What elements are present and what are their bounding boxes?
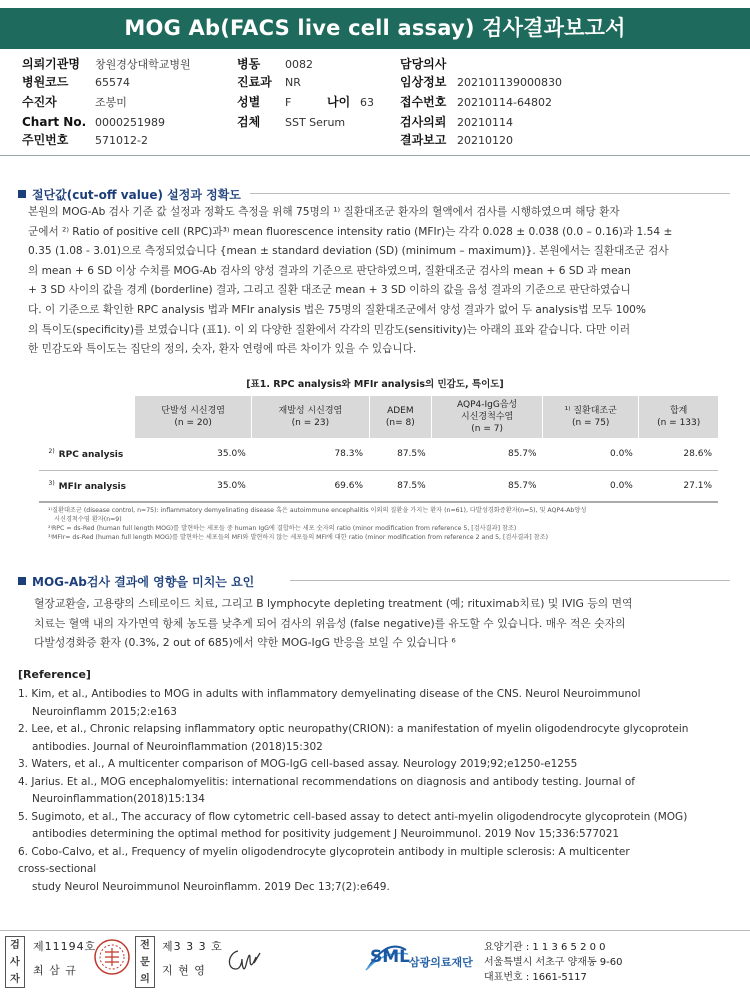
department-value: NR xyxy=(285,76,301,89)
hospital-code-value: 65574 xyxy=(95,76,130,89)
hospital-code-label: 병원코드 xyxy=(22,75,69,89)
section2-heading-text: MOG-Ab검사 결과에 영향을 미치는 요인 xyxy=(32,575,255,589)
section2-line: 혈장교환술, 고용량의 스테로이드 치료, 그리고 B lymphocyte depleting treatment (예; rituximab치료) 및 IVIG 등의 면역 xyxy=(34,597,633,610)
col-name: 합계 xyxy=(669,406,688,416)
examiner-name: 최 삼 규 xyxy=(33,964,77,977)
institution-label: 의뢰기관명 xyxy=(22,57,80,71)
table-cell: 28.6% xyxy=(639,438,718,470)
sensitivity-table xyxy=(38,396,718,503)
section2-line: 치료는 혈액 내의 자가면역 항체 농도를 낮추게 되어 검사의 위음성 (false negative)를 유도할 수 있습니다. 매우 적은 숫자의 xyxy=(34,616,626,630)
receipt-no-value: 20210114-64802 xyxy=(457,96,552,109)
doctor-label: 담당의사 xyxy=(400,57,447,71)
section2-paragraph xyxy=(34,594,724,653)
col-n: (n = 133) xyxy=(657,418,701,428)
table-cell: 0.0% xyxy=(543,470,639,502)
request-date-label: 검사의뢰 xyxy=(400,115,447,129)
reference-line: 5. Sugimoto, et al., The accuracy of flow cytometric cell-based assay to detect anti-myelin oligodendrocyte glycoprotein (MOG) xyxy=(18,810,688,823)
table-header-blank xyxy=(39,396,135,438)
section1-heading xyxy=(18,186,241,203)
section1-line: 본원의 MOG-Ab 검사 기준 값 설정과 정확도 측정을 위해 75명의 ¹⁾ 질환대조군 환자의 혈액에서 검사를 시행하였으며 해당 환자 xyxy=(28,206,620,218)
col-name: ADEM xyxy=(387,406,414,416)
col-name: 재발성 시신경염 xyxy=(278,406,343,416)
examinee-label: 수진자 xyxy=(22,95,57,109)
institution-value: 창원경상대학교병원 xyxy=(95,58,191,71)
section1-line: 다. 이 기준으로 확인한 RPC analysis 법과 MFIr analysis 법은 75명의 질환대조군에서 양성 결과가 없어 두 analysis법 모두 100% xyxy=(28,303,646,316)
table-header-cell xyxy=(369,396,432,438)
table-cell: 0.0% xyxy=(543,438,639,470)
col-n: (n = 20) xyxy=(174,418,212,428)
sex-value: F xyxy=(285,96,292,109)
report-title: MOG Ab(FACS live cell assay) 검사결과보고서 xyxy=(0,8,750,49)
table-header-cell xyxy=(252,396,369,438)
reference-list xyxy=(18,686,728,896)
lab-code: 요양기관 : 1 1 3 6 5 2 0 0 xyxy=(484,942,606,953)
row-footnote-mark: 3) xyxy=(48,479,55,487)
table-header-cell xyxy=(639,396,718,438)
reference-line: 2. Lee, et al., Chronic relapsing inflammatory optic neuropathy(CRION): a manifestation of myelin oligodendrocyte glycoprotein xyxy=(18,723,689,735)
section1-line: 0.35 (1.08 - 3.01)으로 측정되었습니다 {mean ± standard deviation (SD) (minimum – maximum)}. 본원에서는 질환대조군 검사 xyxy=(28,245,669,258)
lab-address: 서울특별시 서초구 양재동 9-60 xyxy=(484,957,623,968)
request-date-value: 20210114 xyxy=(457,116,513,129)
reference-heading: [Reference] xyxy=(18,668,91,681)
col-name: 단발성 시신경염 xyxy=(161,406,225,416)
col-name: AQP4-IgG음성 xyxy=(457,400,518,410)
table-header-cell xyxy=(543,396,639,438)
table-row xyxy=(39,438,719,470)
row-label: RPC analysis xyxy=(58,449,124,460)
lab-phone: 대표번호 : 1661-5117 xyxy=(484,972,587,983)
col-n: (n = 23) xyxy=(291,418,330,428)
ward-label: 병동 xyxy=(237,57,261,71)
clinical-info-label: 임상정보 xyxy=(400,75,447,89)
section1-line: 군에서 ²⁾ Ratio of positive cell (RPC)과³⁾ mean fluorescence intensity ratio (MFIr)는 각각 0.028 ± 0.038 (0.0 – 0.16)과 1.54 ± xyxy=(28,225,673,238)
resident-no-label: 주민번호 xyxy=(22,133,69,147)
table-cell: 85.7% xyxy=(432,470,543,502)
col-name-2: 시신경척수염 xyxy=(461,412,514,422)
section2-heading xyxy=(18,573,254,590)
specialist-label-text: 전문의 xyxy=(140,940,150,985)
footnote: ³⁾MFIr= ds-Red (human full length MOG)를 발현하는 세포들의 MFI와 발현하지 않는 세포들의 MFI에 대한 ratio (minor modification from reference 2 and 5, [검사결과] 참조) xyxy=(48,534,549,541)
examinee-value: 조봉미 xyxy=(95,96,127,109)
reference-line: Neuroinflamm 2015;2:e163 xyxy=(32,705,177,718)
lab-info xyxy=(484,940,623,985)
chart-no-label: Chart No. xyxy=(22,115,87,129)
examiner-seal-icon xyxy=(93,938,131,976)
table-header-cell xyxy=(135,396,252,438)
sex-label: 성별 xyxy=(237,95,261,109)
age-value: 63 xyxy=(360,96,374,109)
lab-logo-text: SML xyxy=(370,947,410,967)
table-cell: 85.7% xyxy=(432,438,543,470)
resident-no-value: 571012-2 xyxy=(95,134,148,147)
footer-divider xyxy=(0,930,750,931)
row-label: MFIr analysis xyxy=(58,481,127,492)
section1-line: 의 특이도(specificity)를 보였습니다 (표1). 이 외 다양한 질환에서 각각의 민감도(sensitivity)는 아래의 표와 같습니다. 다만 이러 xyxy=(28,323,631,336)
row-footnote-mark: 2) xyxy=(48,447,55,455)
table-cell: 78.3% xyxy=(252,438,369,470)
table-row xyxy=(39,470,719,502)
examiner-no: 제11194호 xyxy=(33,940,97,953)
specimen-label: 검체 xyxy=(237,115,261,129)
table-cell: 87.5% xyxy=(369,470,432,502)
col-n: (n = 7) xyxy=(471,424,503,434)
reference-line: 6. Cobo-Calvo, et al., Frequency of myelin oligodendrocyte glycoprotein antibody in multiple sclerosis: A multicenter xyxy=(18,845,630,858)
table-cell: 35.0% xyxy=(135,470,252,502)
table-title: [표1. RPC analysis와 MFIr analysis의 민감도, 특이도] xyxy=(246,379,504,390)
section1-heading-text: 절단값(cut-off value) 설정과 정확도 xyxy=(32,188,241,202)
report-date-label: 결과보고 xyxy=(400,133,447,147)
table-cell: 27.1% xyxy=(639,470,718,502)
col-n: (n= 8) xyxy=(385,418,415,428)
col-name: ¹⁾ 질환대조군 xyxy=(564,406,617,416)
footnote: ¹⁾질환대조군 (disease control, n=75): inflammatory demyelinating disease 혹은 autoimmune encephalitis 이외의 질환을 가지는 환자 (n=61), 다발성경화증환자(n=5), 및 AQP4-Ab양성 xyxy=(48,507,587,514)
info-divider xyxy=(0,155,750,156)
table-cell: 69.6% xyxy=(252,470,369,502)
reference-line: 1. Kim, et al., Antibodies to MOG in adults with inflammatory demyelinating disease of the CNS. Neurol Neuroimmunol xyxy=(18,688,641,700)
reference-line: study Neurol Neuroimmunol Neuroinflamm. 2019 Dec 13;7(2):e649. xyxy=(32,880,390,893)
reference-line: cross-sectional xyxy=(18,863,97,875)
specialist-no: 제3 3 3 호 xyxy=(162,940,223,953)
section1-divider xyxy=(250,193,730,194)
section2-divider xyxy=(290,580,730,581)
patient-info xyxy=(0,54,750,154)
row-header xyxy=(39,470,135,502)
section1-line: + 3 SD 사이의 값을 경계 (borderline) 결과, 그리고 질환 대조군 mean + 3 SD 이하의 값을 음성 결과의 기준으로 판단하였습니 xyxy=(28,284,631,297)
table-cell: 87.5% xyxy=(369,438,432,470)
chart-no-value: 0000251989 xyxy=(95,116,165,129)
section1-line: 한 민감도와 특이도는 집단의 정의, 숫자, 환자 연령에 따른 차이가 있을 수 있습니다. xyxy=(28,343,417,356)
reference-line: Neuroinflammation(2018)15:134 xyxy=(32,793,205,805)
specimen-value: SST Serum xyxy=(285,116,346,129)
specialist-signature-icon xyxy=(224,945,264,977)
examiner-label xyxy=(5,936,25,988)
age-label: 나이 xyxy=(327,95,351,109)
clinical-info-value: 202101139000830 xyxy=(457,76,562,89)
lab-name: 삼광의료재단 xyxy=(409,956,473,969)
reference-line: 4. Jarius. Et al., MOG encephalomyelitis: international recommendations on diagnosis and antibody testing. Journal of xyxy=(18,775,635,788)
bullet-square-icon xyxy=(18,577,26,585)
table-header-row xyxy=(39,396,719,438)
reference-line: antibodies determining the optimal method for positivity judgement J Neuroimmunol. 2019 Nov 15;336:577021 xyxy=(32,828,620,840)
department-label: 진료과 xyxy=(237,75,272,89)
table-header-cell xyxy=(432,396,543,438)
specialist-label xyxy=(135,936,155,988)
bullet-square-icon xyxy=(18,190,26,198)
examiner-label-text: 검사자 xyxy=(10,940,20,985)
section1-paragraph xyxy=(28,203,718,360)
col-n: (n = 75) xyxy=(571,418,610,428)
reference-line: 3. Waters, et al., A multicenter comparison of MOG-IgG cell-based assay. Neurology 2019;92;e1250-e1255 xyxy=(18,758,578,770)
footnote: ²⁾RPC = ds-Red (human full length MOG)를 발현하는 세포들 중 human IgG에 결합하는 세포 숫자의 ratio (minor modification from reference 5, [검사결과] 참조) xyxy=(48,525,517,532)
table-footnotes xyxy=(48,506,728,542)
footnote: 시신경척수염 환자(n=9) xyxy=(54,516,122,523)
receipt-no-label: 접수번호 xyxy=(400,95,447,109)
row-header xyxy=(39,438,135,470)
report-date-value: 20210120 xyxy=(457,134,513,147)
ward-value: 0082 xyxy=(285,58,313,71)
section1-line: 의 mean + 6 SD 이상 수치를 MOG-Ab 검사의 양성 결과의 기준으로 판단하였으며, 질환대조군 검사의 mean + 6 SD 과 mean xyxy=(28,264,631,277)
table-cell: 35.0% xyxy=(135,438,252,470)
reference-line: antibodies. Journal of Neuroinflammation (2018)15:302 xyxy=(32,740,323,753)
specialist-name: 지 현 영 xyxy=(162,964,206,977)
section2-line: 다발성경화증 환자 (0.3%, 2 out of 685)에서 약한 MOG-IgG 반응을 보일 수 있습니다 ⁶ xyxy=(34,636,456,650)
